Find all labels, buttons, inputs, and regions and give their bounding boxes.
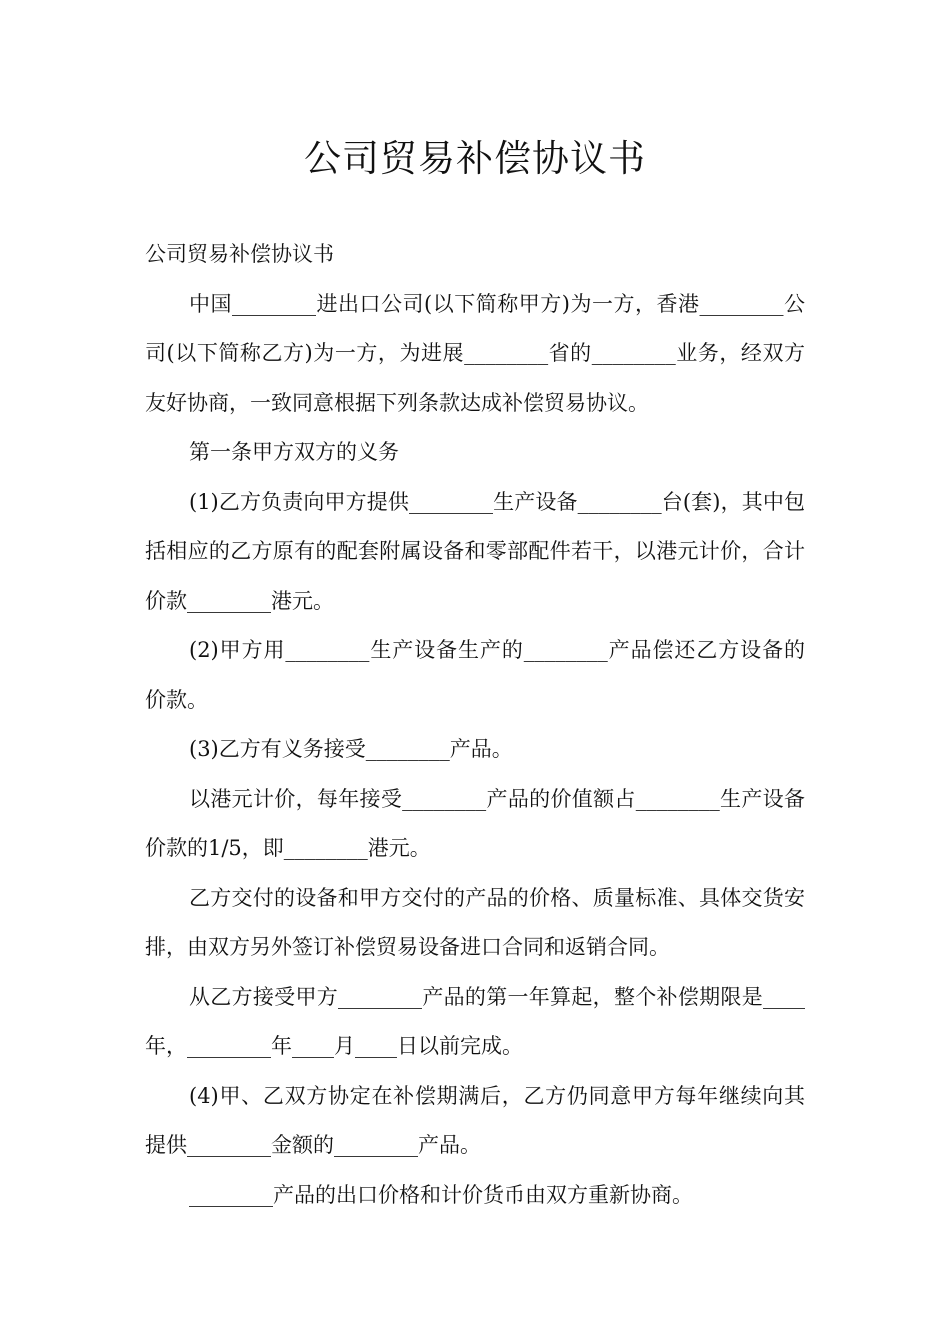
- paragraph-contracts: 乙方交付的设备和甲方交付的产品的价格、质量标准、具体交货安排，由双方另外签订补偿贸易设备进口合同和返销合同。: [145, 885, 805, 959]
- clause-4: (4)甲、乙双方协定在补偿期满后，乙方仍同意甲方每年继续向其提供________金额的________产品。: [145, 1083, 805, 1157]
- paragraph-parties: 中国________进出口公司(以下简称甲方)为一方，香港________公司(以下简称乙方)为一方，为进展________省的________业务，经双方友好协商，一致同意根据下列条款达成补偿贸易协议。: [145, 291, 805, 415]
- paragraph-annual-value: 以港元计价，每年接受________产品的价值额占________生产设备价款的1/5，即________港元。: [145, 786, 805, 860]
- document-subtitle: 公司贸易补偿协议书: [145, 242, 334, 266]
- clause-2: (2)甲方用________生产设备生产的________产品偿还乙方设备的价款。: [145, 638, 805, 712]
- article-1-heading: 第一条甲方双方的义务: [189, 440, 399, 464]
- clause-3: (3)乙方有义务接受________产品。: [189, 737, 513, 761]
- paragraph-export-price: ________产品的出口价格和计价货币由双方重新协商。: [189, 1182, 693, 1207]
- paragraph-compensation-period: 从乙方接受甲方________产品的第一年算起，整个补偿期限是____年，________年____月____日以前完成。: [145, 984, 805, 1058]
- document-title: 公司贸易补偿协议书: [304, 137, 646, 180]
- clause-1: (1)乙方负责向甲方提供________生产设备________台(套)，其中包括相应的乙方原有的配套附属设备和零部配件若干，以港元计价，合计价款________港元。: [145, 489, 805, 613]
- document-body: [145, 230, 805, 1220]
